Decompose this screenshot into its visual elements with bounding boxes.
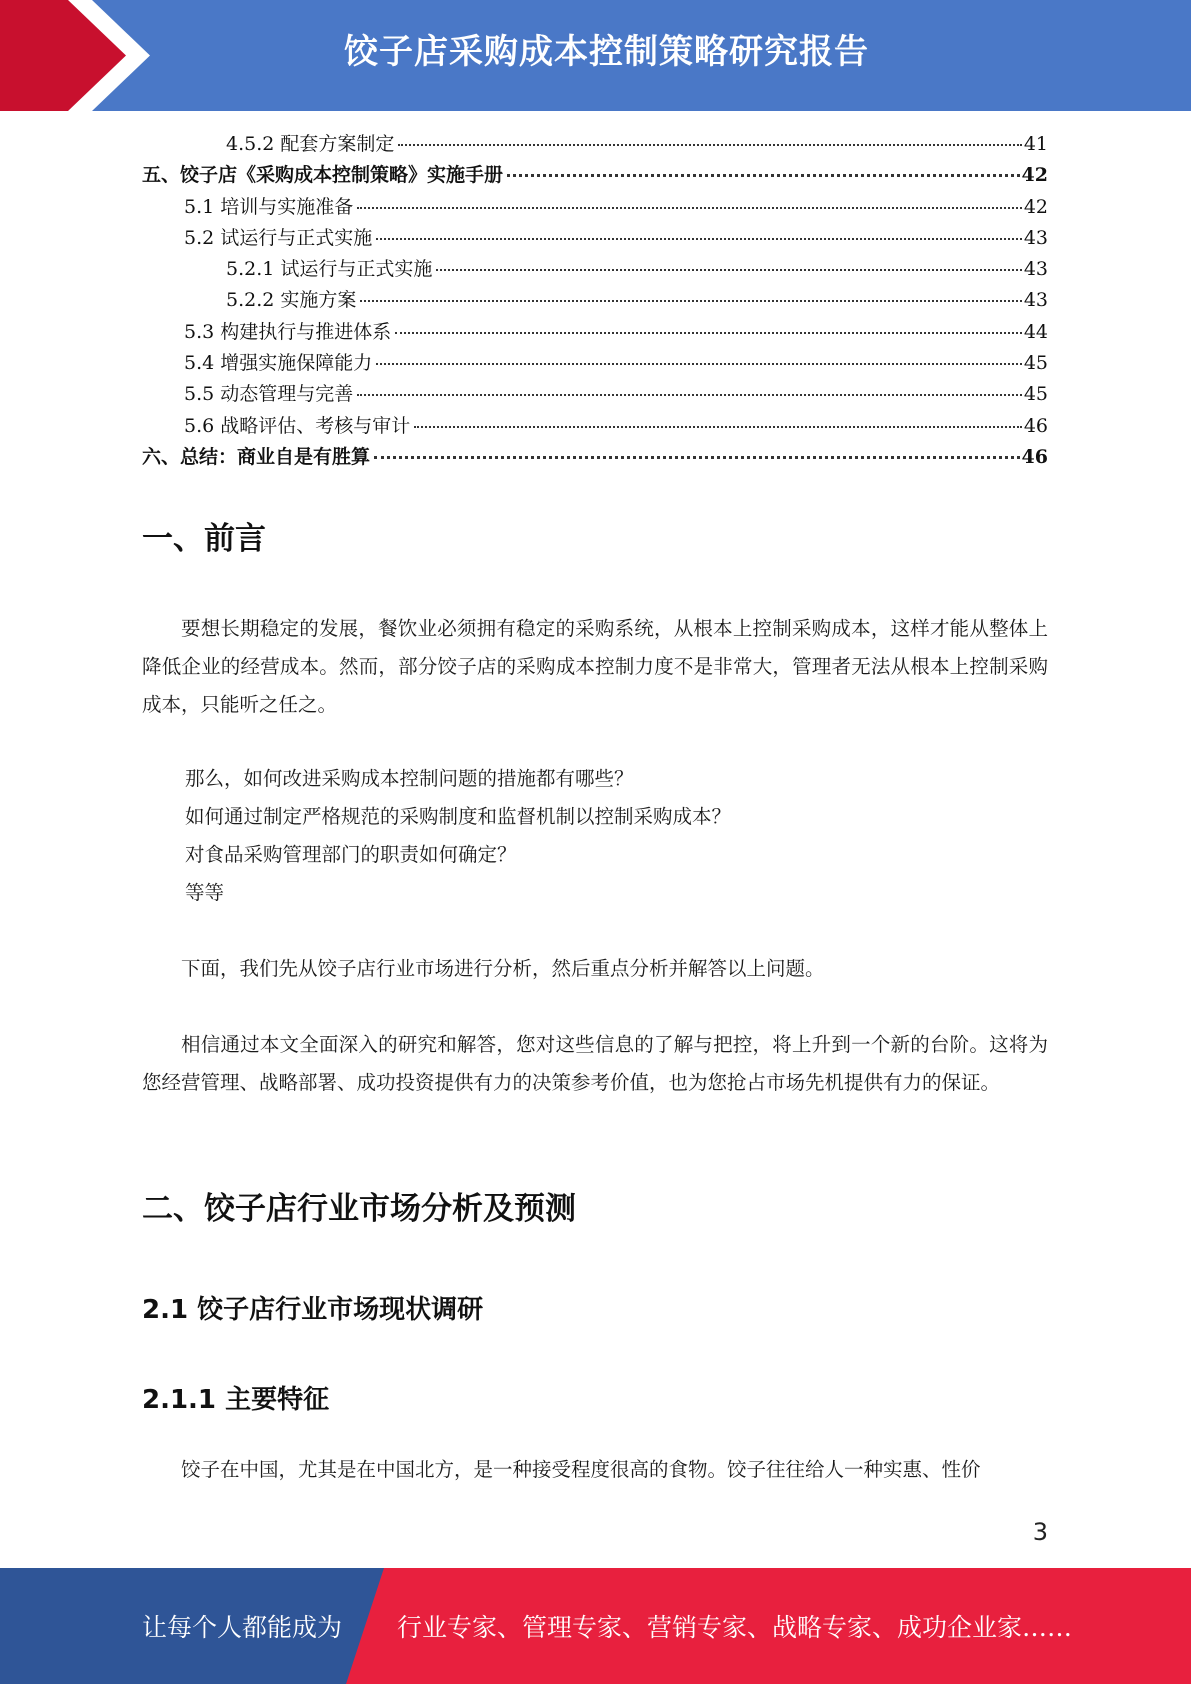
toc-entry-title: 5.2.2 实施方案 <box>226 289 357 312</box>
toc-entry-title: 5.3 构建执行与推进体系 <box>184 320 392 343</box>
toc-entry-title: 5.6 战略评估、考核与审计 <box>184 414 411 437</box>
toc-entry-page-number: 42 <box>1023 195 1048 218</box>
toc-leader-dots <box>376 238 1022 240</box>
preface-paragraph-3: 相信通过本文全面深入的研究和解答，您对这些信息的了解与把控，将上升到一个新的台阶。这将为您经营管理、战略部署、成功投资提供有力的决策参考价值，也为您抢占市场先机提供有力的保证。 <box>142 1033 1048 1094</box>
toc-entry-page-number: 44 <box>1023 320 1048 343</box>
section-heading-preface: 一、前言 <box>142 521 266 557</box>
toc-entry[interactable] <box>142 379 1048 410</box>
toc-entry-page-number: 41 <box>1023 133 1048 155</box>
toc-leader-dots <box>357 394 1022 396</box>
toc-entry-page-number: 46 <box>1021 445 1048 468</box>
toc-entry-title: 5.2.1 试运行与正式实施 <box>226 258 433 281</box>
footer-slogan-right: 行业专家、管理专家、营销专家、战略专家、成功企业家…… <box>397 1613 1073 1642</box>
toc-entry[interactable] <box>142 348 1048 379</box>
toc-entry-page-number: 46 <box>1023 414 1048 437</box>
question-1: 那么，如何改进采购成本控制问题的措施都有哪些？ <box>185 767 634 790</box>
toc-entry-title: 5.2 试运行与正式实施 <box>184 226 373 249</box>
footer-slogan-left: 让每个人都能成为 <box>142 1613 343 1642</box>
preface-paragraph-2: 下面，我们先从饺子店行业市场进行分析，然后重点分析并解答以上问题。 <box>181 957 825 980</box>
toc-entry[interactable] <box>142 192 1048 223</box>
toc-entry[interactable] <box>142 160 1048 191</box>
toc-entry-page-number: 45 <box>1023 352 1048 375</box>
subsection-heading-2-1: 2.1 饺子店行业市场现状调研 <box>142 1295 484 1325</box>
toc-leader-dots <box>414 426 1022 428</box>
section-heading-market-analysis: 二、饺子店行业市场分析及预测 <box>142 1191 576 1227</box>
subsection-heading-2-1-1: 2.1.1 主要特征 <box>142 1385 330 1415</box>
toc-entry-page-number: 43 <box>1023 226 1048 249</box>
question-2: 如何通过制定严格规范的采购制度和监督机制以控制采购成本？ <box>185 805 732 828</box>
toc-entry-title: 5.4 增强实施保障能力 <box>184 352 373 375</box>
toc-leader-dots <box>436 269 1021 271</box>
toc-entry[interactable] <box>142 442 1048 473</box>
question-etc: 等等 <box>185 881 225 904</box>
toc-entry[interactable] <box>142 317 1048 348</box>
toc-entry-title: 5.1 培训与实施准备 <box>184 195 354 218</box>
toc-leader-dots <box>357 207 1022 209</box>
toc-entry-title: 五、饺子店《采购成本控制策略》实施手册 <box>142 164 504 187</box>
page-number: 3 <box>1032 1518 1048 1546</box>
toc-leader-dots <box>398 144 1021 146</box>
toc-entry-page-number: 43 <box>1023 289 1048 312</box>
toc-leader-dots <box>395 332 1022 334</box>
toc-leader-dots <box>376 363 1022 365</box>
toc-entry-title: 4.5.2 配套方案制定 <box>226 133 395 155</box>
toc-entry-page-number: 45 <box>1023 383 1048 406</box>
toc-leader-dots <box>360 300 1021 302</box>
report-title: 饺子店采购成本控制策略研究报告 <box>344 32 869 72</box>
preface-paragraph-1: 要想长期稳定的发展，餐饮业必须拥有稳定的采购系统，从根本上控制采购成本，这样才能从整体上降低企业的经营成本。然而，部分饺子店的采购成本控制力度不是非常大，管理者无法从根本上控制采购成本，只能听之任之。 <box>142 617 1048 716</box>
page-footer <box>0 1568 1191 1684</box>
toc-entry-title: 六、总结：商业自是有胜算 <box>142 445 371 468</box>
table-of-contents <box>142 129 1048 473</box>
toc-entry[interactable] <box>142 129 1048 160</box>
market-paragraph-1: 饺子在中国，尤其是在中国北方，是一种接受程度很高的食物。饺子往往给人一种实惠、性价 <box>181 1458 981 1481</box>
toc-entry-page-number: 42 <box>1021 164 1048 187</box>
question-3: 对食品采购管理部门的职责如何确定？ <box>185 843 517 866</box>
page-header <box>0 0 1191 111</box>
toc-entry[interactable] <box>142 223 1048 254</box>
toc-entry[interactable] <box>142 411 1048 442</box>
toc-entry-page-number: 43 <box>1023 258 1048 281</box>
toc-leader-dots <box>374 456 1020 459</box>
toc-entry-title: 5.5 动态管理与完善 <box>184 383 354 406</box>
toc-entry[interactable] <box>142 254 1048 285</box>
toc-entry[interactable] <box>142 285 1048 316</box>
toc-leader-dots <box>507 174 1020 177</box>
